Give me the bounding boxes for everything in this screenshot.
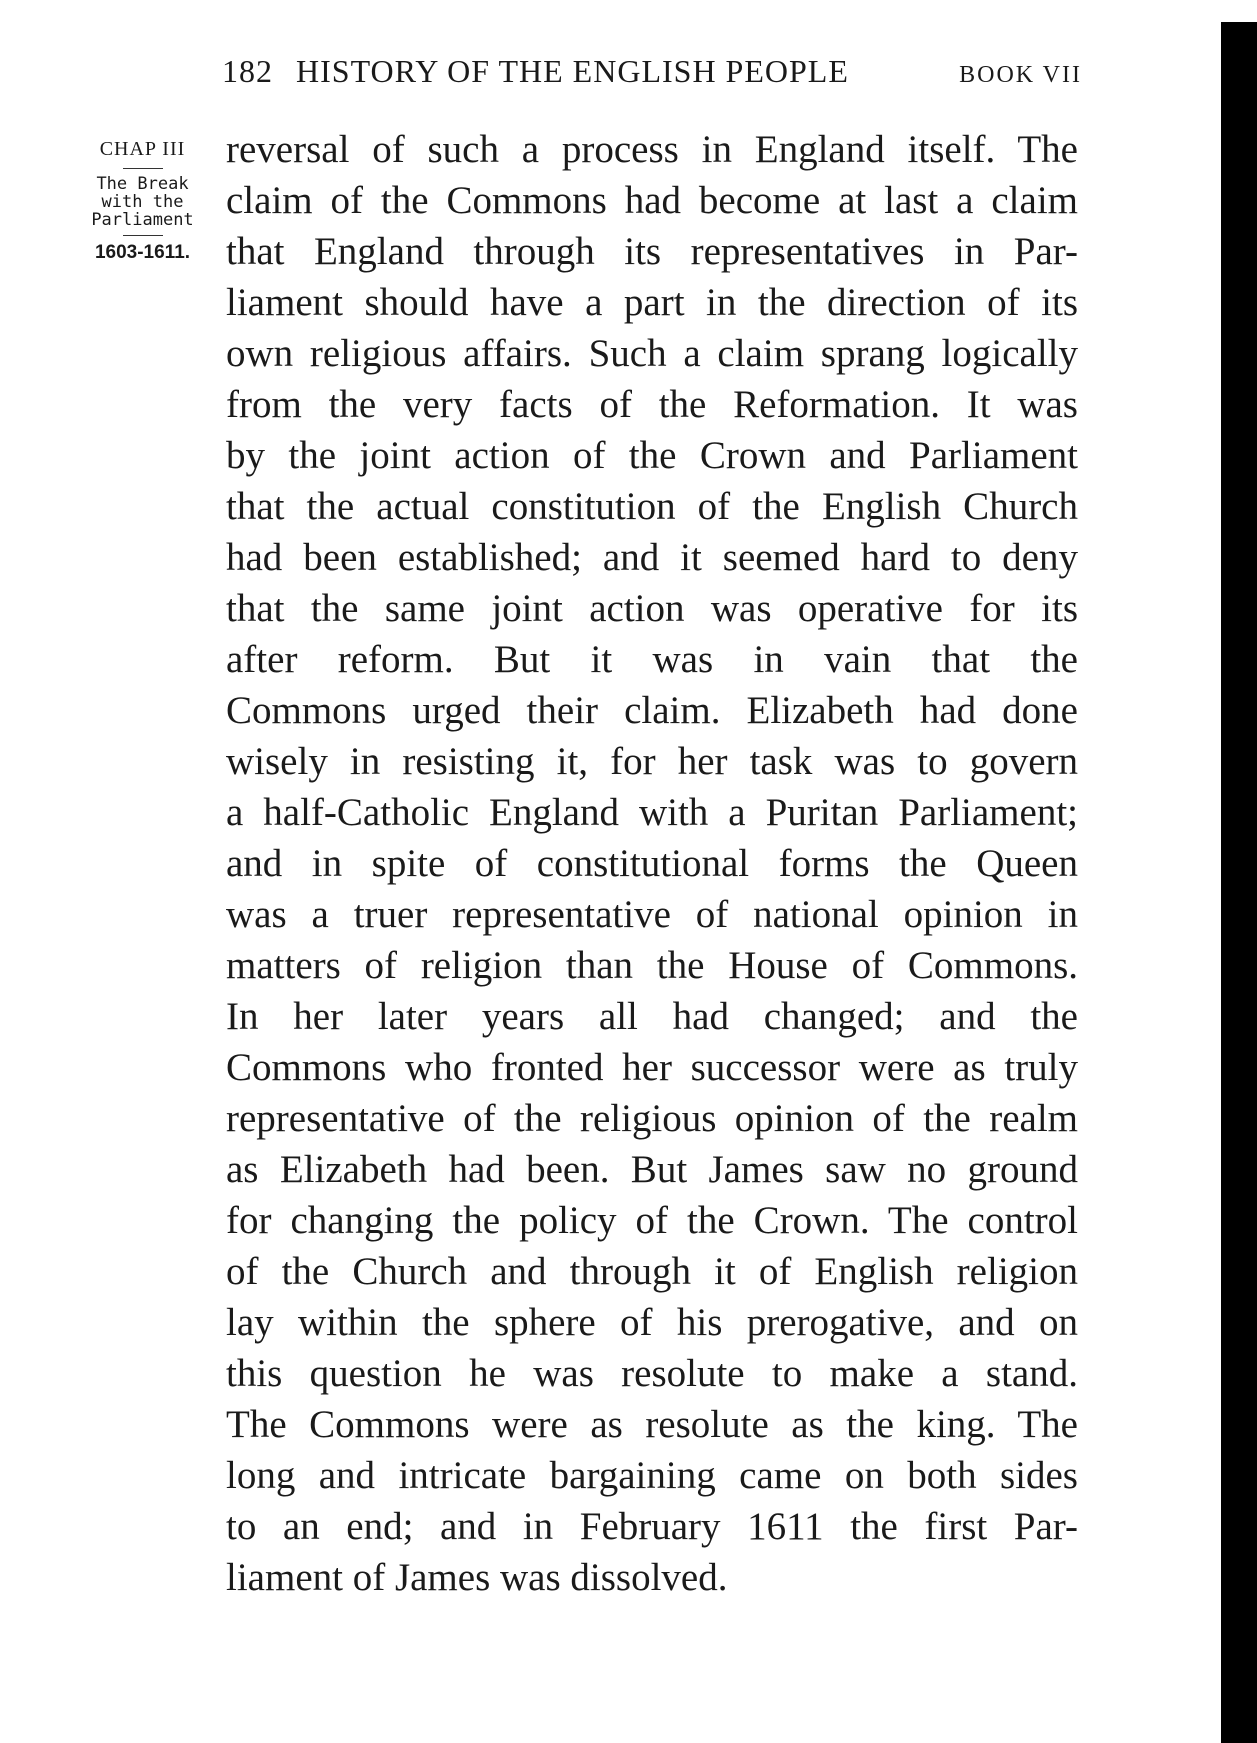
chapter-label: CHAP III xyxy=(99,138,186,160)
text-line: own religious affairs. Such a claim sprang logically xyxy=(226,332,1078,375)
margin-subject-line: Parliament xyxy=(91,210,194,230)
text-line: of the Church and through it of English religion xyxy=(226,1250,1078,1293)
text-line: In her later years all had changed; and the xyxy=(226,995,1078,1038)
text-line: and in spite of constitutional forms the Queen xyxy=(226,842,1078,885)
text-line: that the same joint action was operative for its xyxy=(226,587,1078,630)
text-line: representative of the religious opinion of the realm xyxy=(226,1097,1078,1140)
margin-note xyxy=(60,136,225,264)
text-line: to an end; and in February 1611 the first Par- xyxy=(226,1505,1078,1548)
page-number: 182 xyxy=(222,53,273,89)
text-line: Commons who fronted her successor were as truly xyxy=(226,1046,1078,1089)
text-line: Commons urged their claim. Elizabeth had done xyxy=(226,689,1078,732)
text-line: this question he was resolute to make a stand. xyxy=(226,1352,1078,1395)
margin-dates: 1603-1611. xyxy=(94,242,191,263)
text-line: wisely in resisting it, for her task was to govern xyxy=(226,740,1078,783)
text-line: liament should have a part in the direction of its xyxy=(226,281,1078,324)
text-line: that England through its representatives in Par- xyxy=(226,230,1078,273)
text-line: for changing the policy of the Crown. The control xyxy=(226,1199,1078,1242)
text-line: after reform. But it was in vain that the xyxy=(226,638,1078,681)
margin-rule xyxy=(123,168,163,169)
margin-subject-line: The Break xyxy=(96,174,189,194)
text-line: by the joint action of the Crown and Parliament xyxy=(226,434,1078,477)
text-line: had been established; and it seemed hard to deny xyxy=(226,536,1078,579)
running-head xyxy=(222,50,1082,92)
book-number: BOOK VII xyxy=(959,62,1082,88)
margin-rule xyxy=(123,235,163,236)
text-line: reversal of such a process in England itself. The xyxy=(226,128,1078,171)
text-line: The Commons were as resolute as the king. The xyxy=(226,1403,1078,1446)
text-line: long and intricate bargaining came on both sides xyxy=(226,1454,1078,1497)
scan-edge-bar xyxy=(1221,22,1257,1743)
text-line: matters of religion than the House of Commons. xyxy=(226,944,1078,987)
text-line: that the actual constitution of the English Church xyxy=(226,485,1078,528)
text-line: claim of the Commons had become at last a claim xyxy=(226,179,1078,222)
text-line: liament of James was dissolved. xyxy=(226,1556,728,1599)
body-text xyxy=(226,124,1078,1603)
text-line: was a truer representative of national opinion in xyxy=(226,893,1078,936)
book-title: HISTORY OF THE ENGLISH PEOPLE xyxy=(296,53,849,89)
text-line: from the very facts of the Reformation. It was xyxy=(226,383,1078,426)
text-line: a half-Catholic England with a Puritan Parliament; xyxy=(226,791,1078,834)
text-line: lay within the sphere of his prerogative, and on xyxy=(226,1301,1078,1344)
text-line: as Elizabeth had been. But James saw no ground xyxy=(226,1148,1078,1191)
margin-subject-line: with the xyxy=(101,192,184,212)
